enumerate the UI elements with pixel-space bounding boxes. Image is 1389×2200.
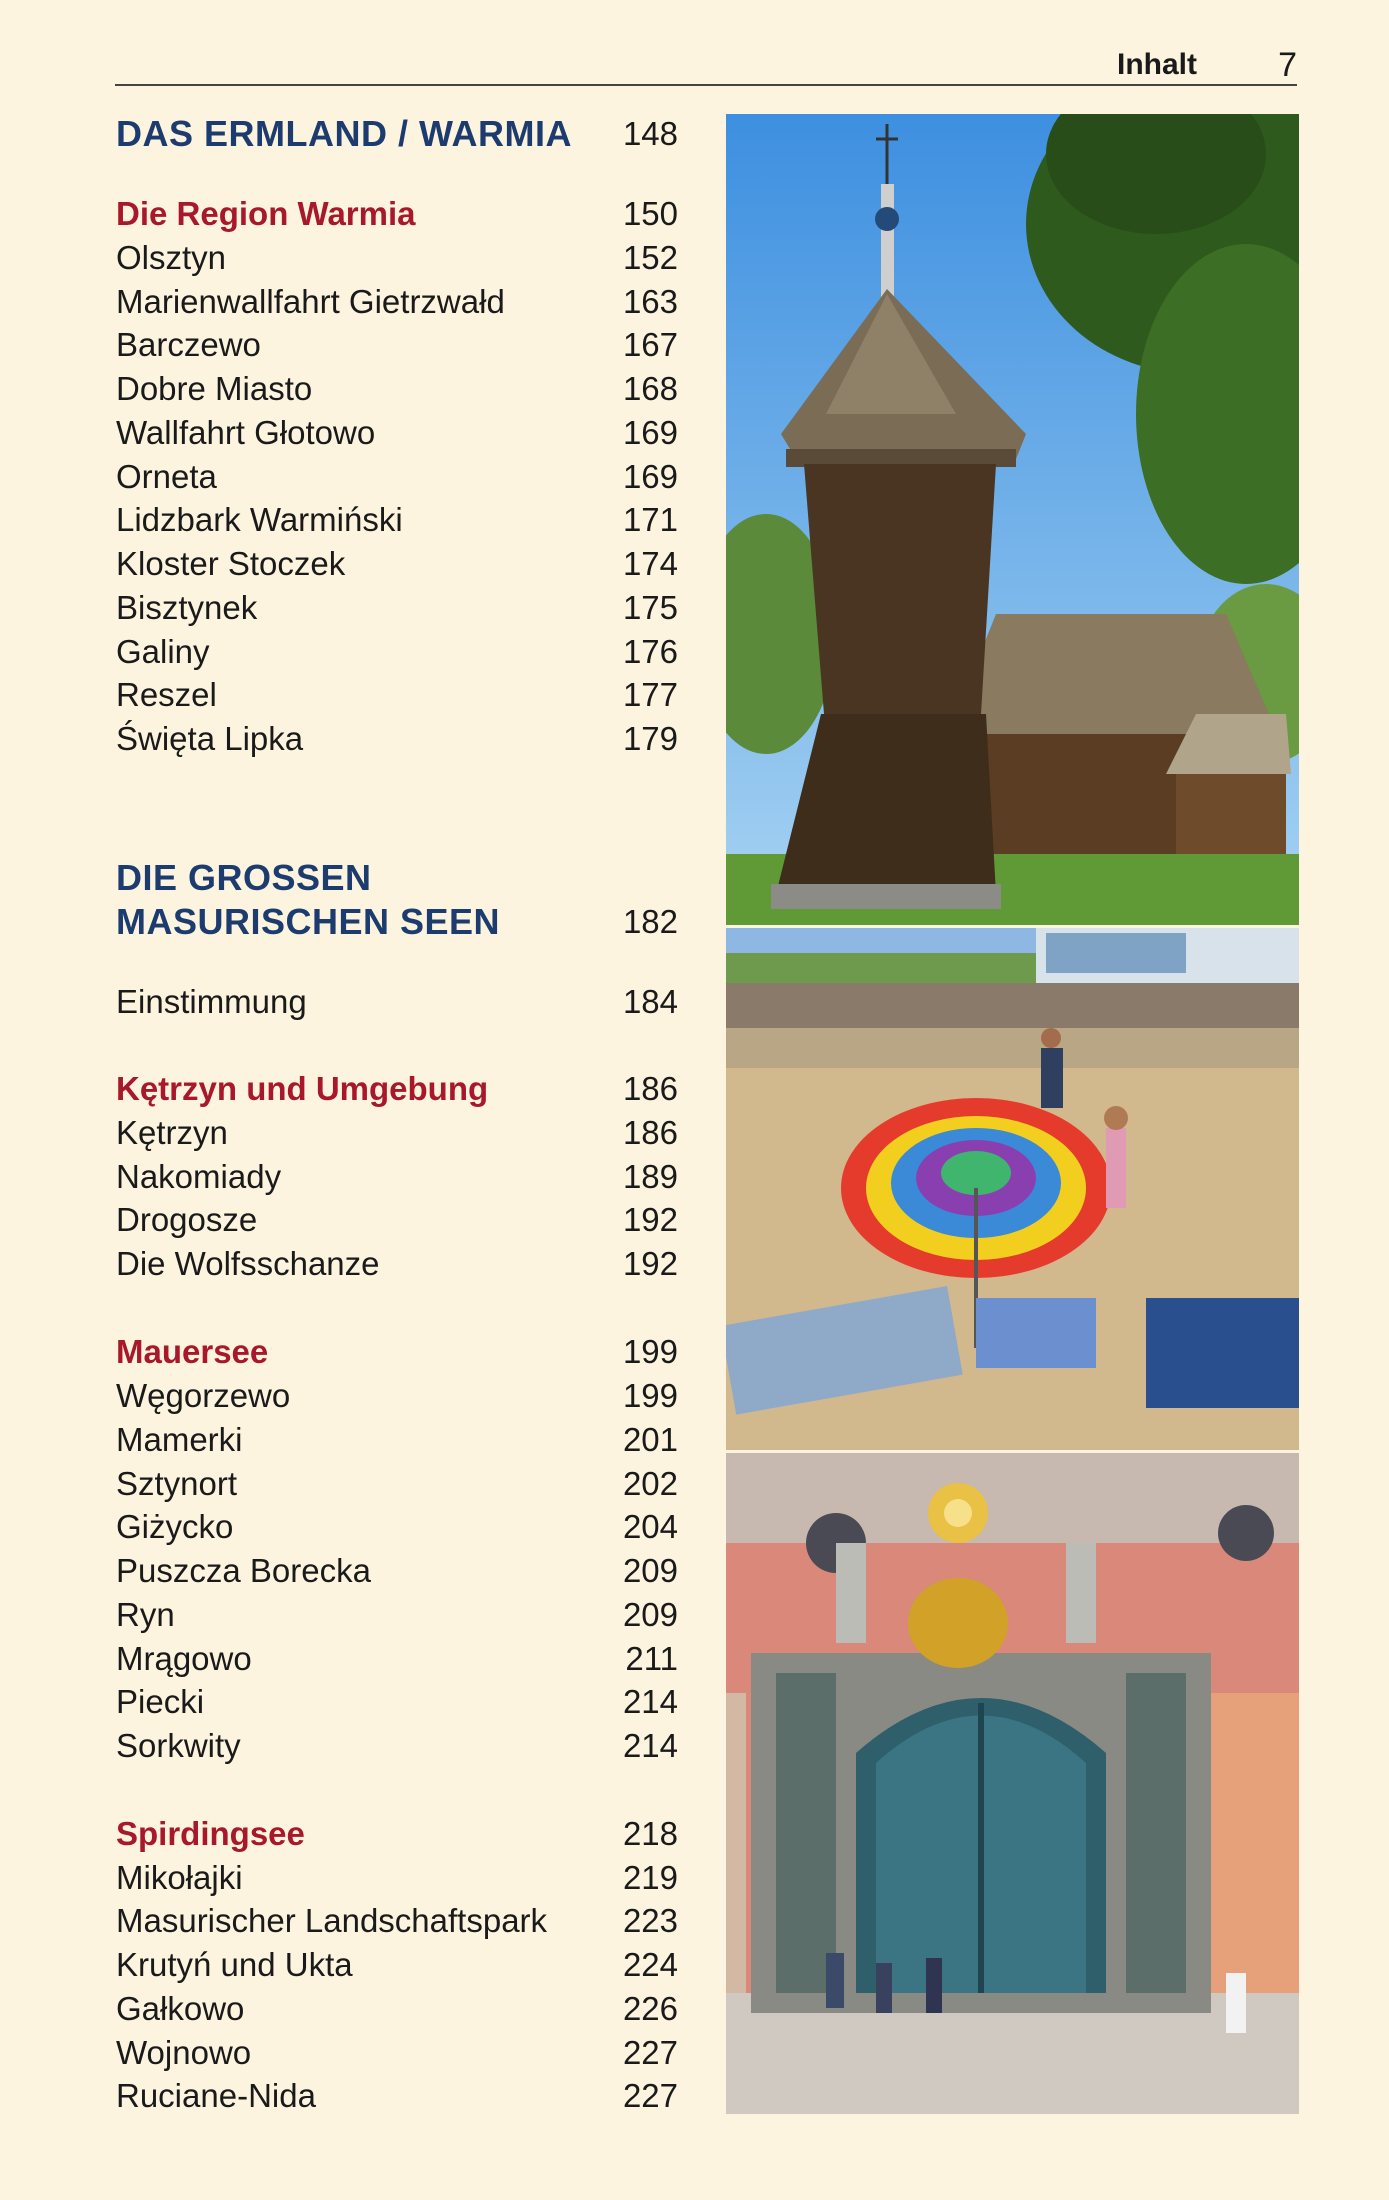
item-page: 186 xyxy=(622,1114,678,1151)
item-page: 214 xyxy=(622,1727,678,1764)
wooden-church-photo xyxy=(726,114,1299,925)
toc-item[interactable] xyxy=(116,1242,678,1286)
toc-item[interactable] xyxy=(116,1680,678,1724)
baroque-gate-photo xyxy=(726,1453,1299,2114)
section-title-row xyxy=(116,900,678,944)
section-title-line-1: DIE GROSSEN xyxy=(116,857,372,898)
item-title: Dobre Miasto xyxy=(116,370,313,407)
item-page: 219 xyxy=(622,1859,678,1896)
item-title: Einstimmung xyxy=(116,983,307,1020)
item-page: 199 xyxy=(622,1377,678,1414)
item-page: 152 xyxy=(622,239,678,276)
section-title: DAS ERMLAND / WARMIA xyxy=(116,113,572,154)
item-page: 163 xyxy=(622,283,678,320)
item-page: 201 xyxy=(622,1421,678,1458)
toc-group-mauersee[interactable] xyxy=(116,1330,678,1374)
item-title: Orneta xyxy=(116,458,217,495)
item-title: Wallfahrt Głotowo xyxy=(116,414,376,451)
toc-item[interactable] xyxy=(116,1374,678,1418)
item-page: 209 xyxy=(622,1596,678,1633)
group-page: 218 xyxy=(622,1815,678,1852)
toc-item[interactable] xyxy=(116,280,678,324)
group-title: Mauersee xyxy=(116,1333,269,1370)
item-title: Nakomiady xyxy=(116,1158,282,1195)
item-title: Olsztyn xyxy=(116,239,227,276)
toc-item[interactable] xyxy=(116,542,678,586)
toc-item[interactable] xyxy=(116,1155,678,1199)
item-page: 169 xyxy=(622,458,678,495)
toc-item[interactable] xyxy=(116,673,678,717)
group-page: 199 xyxy=(622,1333,678,1370)
item-title: Węgorzewo xyxy=(116,1377,291,1414)
toc-group-region-warmia[interactable] xyxy=(116,192,678,236)
item-page: 175 xyxy=(622,589,678,626)
section-page: 182 xyxy=(622,903,678,940)
item-page: 184 xyxy=(622,983,678,1020)
item-page: 202 xyxy=(622,1465,678,1502)
item-title: Giżycko xyxy=(116,1508,234,1545)
item-title: Sztynort xyxy=(116,1465,238,1502)
beach-umbrella-photo xyxy=(726,928,1299,1450)
section-page: 148 xyxy=(622,115,678,152)
toc-item[interactable] xyxy=(116,1505,678,1549)
item-title: Bisztynek xyxy=(116,589,258,626)
group-title: Die Region Warmia xyxy=(116,195,416,232)
item-page: 227 xyxy=(622,2034,678,2071)
toc-group-spirdingsee[interactable] xyxy=(116,1812,678,1856)
toc-item-einstimmung[interactable] xyxy=(116,980,678,1024)
item-title: Kloster Stoczek xyxy=(116,545,346,582)
toc-item[interactable] xyxy=(116,1724,678,1768)
toc-item[interactable] xyxy=(116,2031,678,2075)
item-title: Krutyń und Ukta xyxy=(116,1946,353,1983)
toc-item[interactable] xyxy=(116,1111,678,1155)
toc-item[interactable] xyxy=(116,1899,678,1943)
item-title: Sorkwity xyxy=(116,1727,241,1764)
item-title: Ryn xyxy=(116,1596,175,1633)
toc-item[interactable] xyxy=(116,498,678,542)
item-page: 226 xyxy=(622,1990,678,2027)
item-page: 204 xyxy=(622,1508,678,1545)
item-title: Święta Lipka xyxy=(116,720,304,757)
item-page: 214 xyxy=(622,1683,678,1720)
item-title: Mamerki xyxy=(116,1421,243,1458)
group-page: 186 xyxy=(622,1070,678,1107)
item-page: 176 xyxy=(622,633,678,670)
item-title: Reszel xyxy=(116,676,217,713)
toc-item[interactable] xyxy=(116,2074,678,2118)
toc-item[interactable] xyxy=(116,411,678,455)
item-title: Die Wolfsschanze xyxy=(116,1245,380,1282)
item-page: 192 xyxy=(622,1245,678,1282)
item-page: 223 xyxy=(622,1902,678,1939)
item-title: Piecki xyxy=(116,1683,205,1720)
item-page: 174 xyxy=(622,545,678,582)
item-title: Galiny xyxy=(116,633,210,670)
group-title: Kętrzyn und Umgebung xyxy=(116,1070,489,1107)
toc-item[interactable] xyxy=(116,236,678,280)
item-page: 167 xyxy=(622,326,678,363)
item-page: 211 xyxy=(625,1640,678,1677)
item-title: Gałkowo xyxy=(116,1990,245,2027)
toc-item[interactable] xyxy=(116,717,678,761)
group-page: 150 xyxy=(622,195,678,232)
item-page: 171 xyxy=(622,501,678,538)
page-number: 7 xyxy=(1278,46,1297,84)
item-page: 168 xyxy=(622,370,678,407)
toc-item[interactable] xyxy=(116,586,678,630)
toc-item[interactable] xyxy=(116,1198,678,1242)
toc-item[interactable] xyxy=(116,455,678,499)
toc-item[interactable] xyxy=(116,1987,678,2031)
item-page: 227 xyxy=(622,2077,678,2114)
item-title: Masurischer Landschaftspark xyxy=(116,1902,548,1939)
toc-item[interactable] xyxy=(116,630,678,674)
item-title: Barczewo xyxy=(116,326,261,363)
item-title: Mrągowo xyxy=(116,1640,252,1677)
toc-section-ermland[interactable] xyxy=(116,112,678,156)
photo-column xyxy=(726,114,1299,2114)
item-title: Kętrzyn xyxy=(116,1114,228,1151)
item-page: 169 xyxy=(622,414,678,451)
toc-item[interactable] xyxy=(116,1943,678,1987)
item-title: Mikołajki xyxy=(116,1859,243,1896)
toc-item[interactable] xyxy=(116,1637,678,1681)
table-of-contents xyxy=(116,0,691,2200)
toc-item[interactable] xyxy=(116,367,678,411)
item-title: Wojnowo xyxy=(116,2034,252,2071)
item-title: Puszcza Borecka xyxy=(116,1552,371,1589)
group-title: Spirdingsee xyxy=(116,1815,305,1852)
item-title: Lidzbark Warmiński xyxy=(116,501,403,538)
header-section-title: Inhalt xyxy=(1117,48,1197,81)
item-page: 179 xyxy=(622,720,678,757)
item-page: 224 xyxy=(622,1946,678,1983)
item-page: 192 xyxy=(622,1201,678,1238)
item-title: Ruciane-Nida xyxy=(116,2077,316,2114)
toc-item[interactable] xyxy=(116,323,678,367)
item-page: 189 xyxy=(622,1158,678,1195)
toc-group-ketrzyn[interactable] xyxy=(116,1067,678,1111)
item-title: Drogosze xyxy=(116,1201,258,1238)
item-title: Marienwallfahrt Gietrzwałd xyxy=(116,283,505,320)
item-page: 209 xyxy=(622,1552,678,1589)
toc-item[interactable] xyxy=(116,1418,678,1462)
toc-item[interactable] xyxy=(116,1549,678,1593)
section-title-line-2: MASURISCHEN SEEN xyxy=(116,901,501,942)
toc-item[interactable] xyxy=(116,1593,678,1637)
toc-item[interactable] xyxy=(116,1856,678,1900)
toc-item[interactable] xyxy=(116,1462,678,1506)
item-page: 177 xyxy=(622,676,678,713)
